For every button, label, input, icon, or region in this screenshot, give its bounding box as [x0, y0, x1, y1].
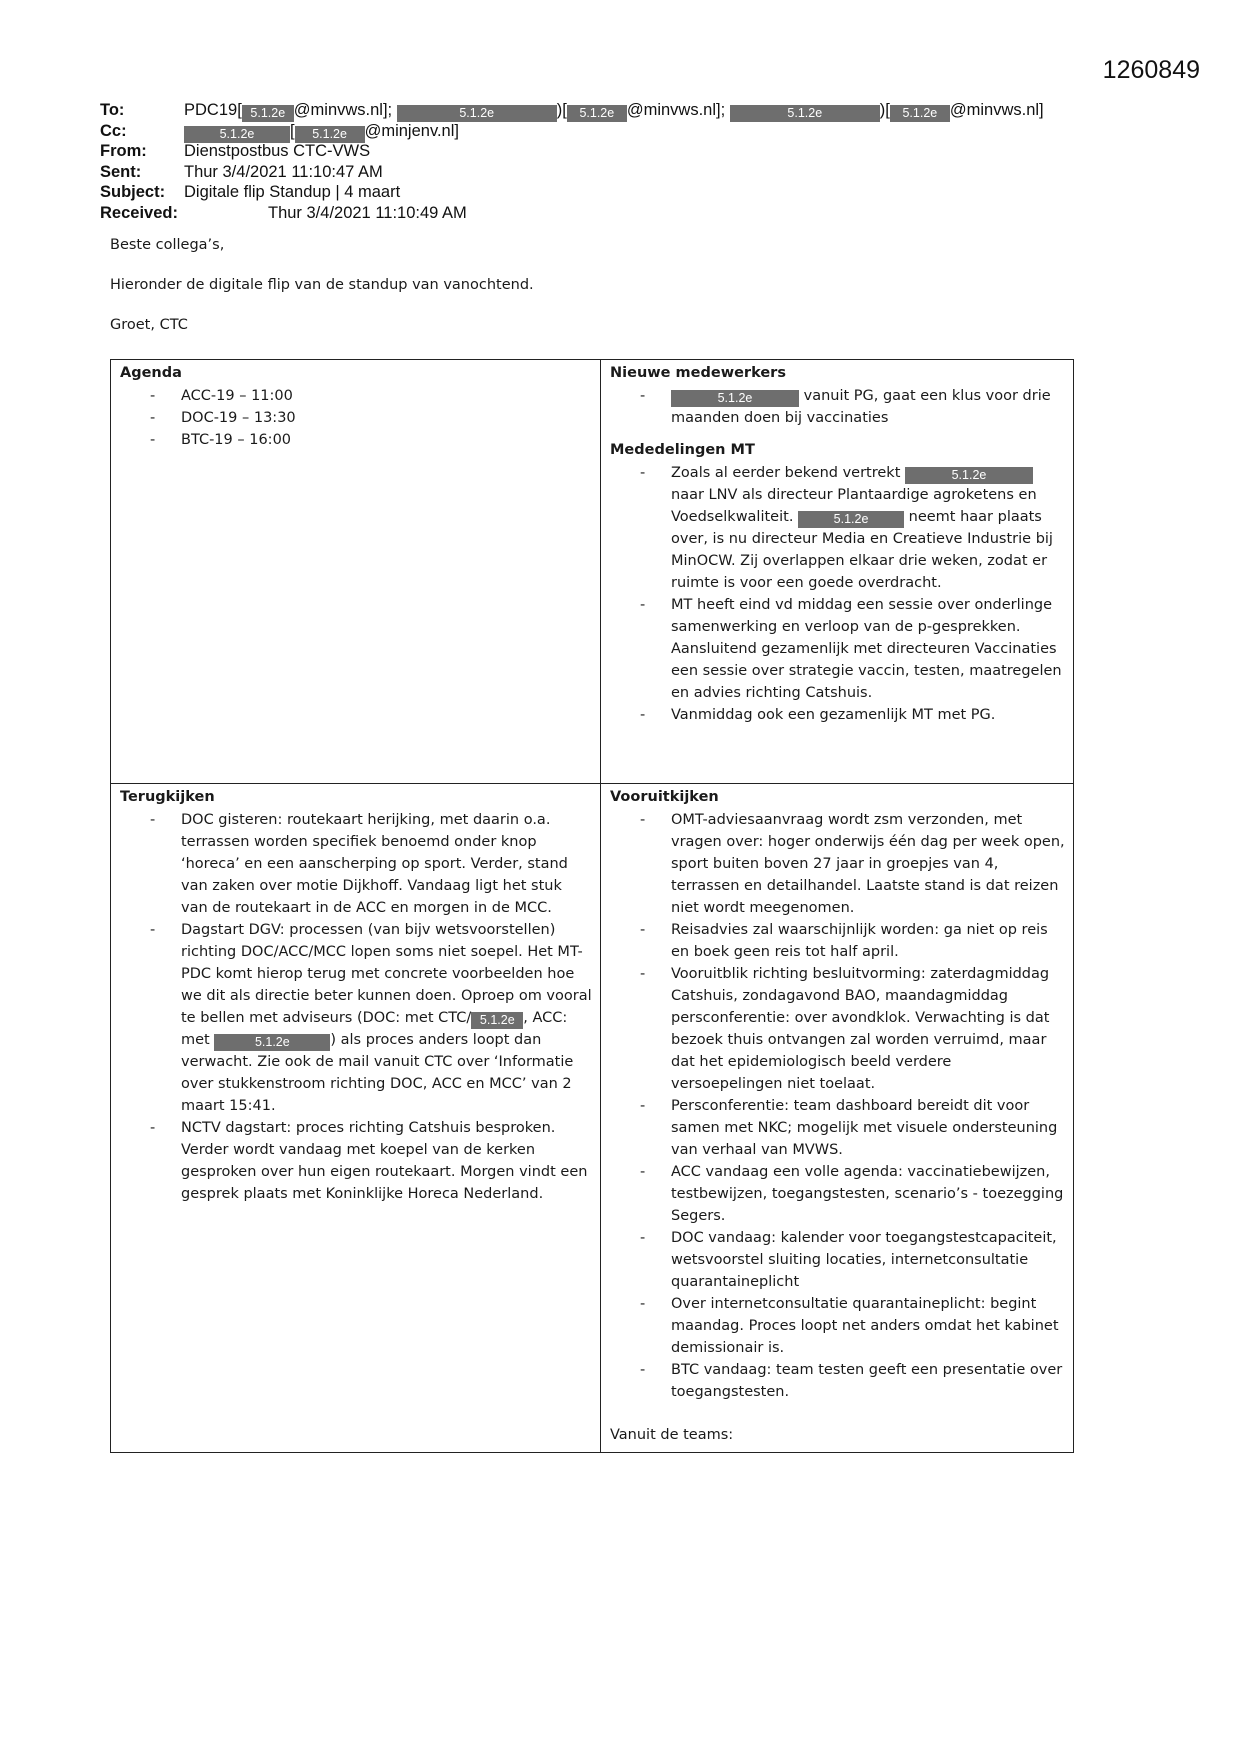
agenda-title: Agenda	[120, 365, 182, 381]
announcements-cell	[601, 360, 1073, 784]
mt-announcements-title: Mededelingen MT	[610, 442, 755, 458]
redaction-box: 5.1.2e	[184, 126, 290, 143]
mt-announcement-item: - Zoals al eerder bekend vertrekt 5.1.2e naar LNV als directeur Plantaardige agroketens en Voedselkwaliteit. 5.1.2e neemt haar plaats over, is nu directeur Media en Creatieve Industrie bij MinOCW. Zij overlappen elkaar drie weken, zodat er ruimte is voor een goede overdracht.	[640, 462, 1065, 594]
looking-ahead-cell	[601, 784, 1073, 1452]
redaction-box: 5.1.2e	[471, 1012, 523, 1029]
intro-body: Hieronder de digitale flip van de standup van vanochtend.	[110, 277, 534, 293]
looking-ahead-item: - Persconferentie: team dashboard bereidt dit voor samen met NKC; mogelijk met visuele ondersteuning van verhaal van MVWS.	[640, 1095, 1065, 1161]
redaction-box: 5.1.2e	[242, 105, 294, 122]
mt-announcements-list	[610, 462, 1065, 726]
new-staff-list	[610, 385, 1065, 429]
from-label: From:	[100, 142, 147, 160]
from-value: Dienstpostbus CTC-VWS	[184, 142, 371, 160]
subject-value: Digitale flip Standup | 4 maart	[184, 183, 401, 201]
looking-back-list	[120, 809, 592, 1205]
redaction-box: 5.1.2e	[567, 105, 627, 122]
redaction-box: 5.1.2e	[730, 105, 880, 122]
looking-back-cell	[111, 784, 601, 1452]
cc-value: 5.1.2e [ 5.1.2e @minjenv.nl]	[184, 121, 459, 143]
signoff: Groet, CTC	[110, 317, 188, 333]
sent-label: Sent:	[100, 162, 142, 181]
looking-back-item: - Dagstart DGV: processen (van bijv wetsvoorstellen) richting DOC/ACC/MCC lopen soms niet soepel. Het MT-PDC komt hierop terug met concrete voorbeelden hoe we dit als directie beter kunnen doen. Oproep om vooral te bellen met adviseurs (DOC: met CTC/ 5.1.2e , ACC: met 5.1.2e ) als proces anders loopt dan verwacht. Zie ook de mail vanuit CTC over ‘Informatie over stukkenstroom richting DOC, ACC en MCC’ van 2 maart 15:41.	[150, 919, 592, 1117]
looking-ahead-title: Vooruitkijken	[610, 789, 719, 805]
to-label: To:	[100, 101, 125, 119]
new-staff-title: Nieuwe medewerkers	[610, 365, 786, 381]
looking-back-item: - DOC gisteren: routekaart herijking, met daarin o.a. terrassen worden specifiek benoemd onder knop ‘horeca’ en een aanscherping op sport. Verder, stand van zaken over motie Dijkhoff. Vandaag ligt het stuk van de routekaart in de ACC en morgen in de MCC.	[150, 809, 592, 919]
agenda-item: - DOC-19 – 13:30	[150, 407, 592, 429]
redaction-box: 5.1.2e	[295, 126, 365, 143]
agenda-list	[120, 385, 592, 451]
mt-announcement-item: - Vanmiddag ook een gezamenlijk MT met PG.	[640, 704, 1065, 726]
looking-back-item: - NCTV dagstart: proces richting Catshuis besproken. Verder wordt vandaag met koepel van de kerken gesproken over hun eigen routekaart. Morgen vindt een gesprek plaats met Koninklijke Horeca Nederland.	[150, 1117, 592, 1205]
to-value: PDC19[ 5.1.2e @minvws.nl]; 5.1.2e )[ 5.1.2e @minvws.nl]; 5.1.2e )[ 5.1.2e @minvws.nl]	[184, 101, 1044, 120]
subject-label: Subject:	[100, 183, 166, 201]
agenda-item: - BTC-19 – 16:00	[150, 429, 592, 451]
from-teams-label: Vanuit de teams:	[610, 1427, 734, 1443]
flip-table	[110, 359, 1074, 1453]
sent-value: Thur 3/4/2021 11:10:47 AM	[184, 162, 383, 181]
redaction-box: 5.1.2e	[397, 105, 557, 122]
looking-ahead-item: - Over internetconsultatie quarantaineplicht: begint maandag. Proces loopt net anders omdat het kabinet demissionair is.	[640, 1293, 1065, 1359]
mt-announcement-item: - MT heeft eind vd middag een sessie over onderlinge samenwerking en verloop van de p-gesprekken. Aansluitend gezamenlijk met directeuren Vaccinaties een sessie over strategie vaccin, testen, maatregelen en advies richting Catshuis.	[640, 594, 1065, 704]
redaction-box: 5.1.2e	[905, 467, 1033, 484]
redaction-box: 5.1.2e	[890, 105, 950, 122]
looking-ahead-item: - OMT-adviesaanvraag wordt zsm verzonden, met vragen over: hoger onderwijs één dag per week open, sport buiten boven 27 jaar in groepjes van 4, terrassen en detailhandel. Laatste stand is dat reizen niet wordt meegenomen.	[640, 809, 1065, 919]
received-label: Received:	[100, 203, 178, 222]
received-value: Thur 3/4/2021 11:10:49 AM	[268, 203, 467, 222]
redaction-box: 5.1.2e	[798, 511, 904, 528]
looking-ahead-list	[610, 809, 1065, 1403]
cc-label: Cc:	[100, 121, 127, 140]
looking-back-title: Terugkijken	[120, 789, 215, 805]
looking-ahead-item: - ACC vandaag een volle agenda: vaccinatiebewijzen, testbewijzen, toegangstesten, scenario’s - toezegging Segers.	[640, 1161, 1065, 1227]
looking-ahead-item: - BTC vandaag: team testen geeft een presentatie over toegangstesten.	[640, 1359, 1065, 1403]
agenda-item: - ACC-19 – 11:00	[150, 385, 592, 407]
greeting: Beste collega’s,	[110, 237, 225, 253]
looking-ahead-item: - Reisadvies zal waarschijnlijk worden: ga niet op reis en boek geen reis tot half april.	[640, 919, 1065, 963]
document-number: 1260849	[1102, 56, 1200, 84]
looking-ahead-item: - Vooruitblik richting besluitvorming: zaterdagmiddag Catshuis, zondagavond BAO, maandagmiddag persconferentie: over avondklok. Verwachting is dat bezoek thuis ontvangen zal worden verruimd, maar dat het epidemiologisch beeld verdere versoepelingen niet toelaat.	[640, 963, 1065, 1095]
redaction-box: 5.1.2e	[214, 1034, 330, 1051]
looking-ahead-item: - DOC vandaag: kalender voor toegangstestcapaciteit, wetsvoorstel sluiting locaties, internetconsultatie quarantaineplicht	[640, 1227, 1065, 1293]
new-staff-item: - 5.1.2e vanuit PG, gaat een klus voor drie maanden doen bij vaccinaties	[640, 385, 1065, 429]
redaction-box: 5.1.2e	[671, 390, 799, 407]
agenda-cell	[111, 360, 601, 784]
email-intro	[110, 236, 534, 356]
